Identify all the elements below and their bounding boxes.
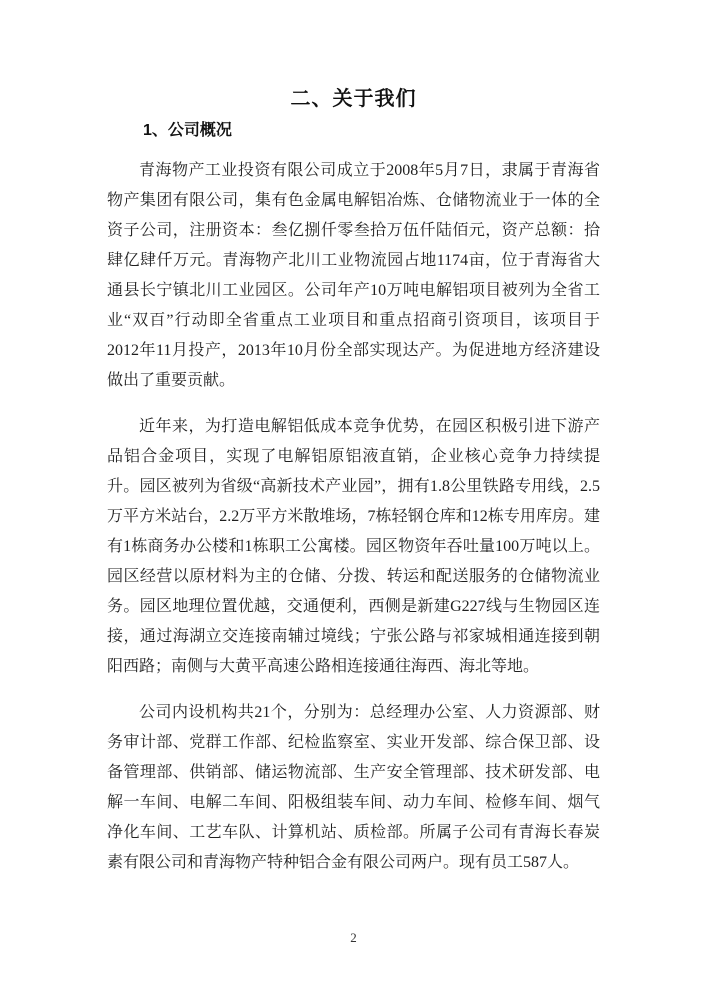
page-footer bbox=[0, 929, 707, 947]
paragraph-company-overview: 青海物产工业投资有限公司成立于2008年5月7日，隶属于青海省物产集团有限公司，集有色金属电解铝冶炼、仓储物流业于一体的全资子公司，注册资本：叁亿捌仟零叁拾万伍仟陆佰元，资产总额：拾肆亿肆仟万元。青海物产北川工业物流园占地1174亩，位于青海省大通县长宁镇北川工业园区。公司年产10万吨电解铝项目被列为全省工业“双百”行动即全省重点工业项目和重点招商引资项目，该项目于2012年11月投产，2013年10月份全部实现达产。为促进地方经济建设做出了重要贡献。 bbox=[107, 162, 600, 389]
page-number: 2 bbox=[350, 930, 357, 945]
section-heading: 1、公司概况 bbox=[143, 122, 232, 139]
paragraph-park-facilities: 近年来，为打造电解铝低成本竞争优势，在园区积极引进下游产品铝合金项目，实现了电解铝原铝液直销，企业核心竞争力持续提升。园区被列为省级“高新技术产业园”，拥有1.8公里铁路专用线，2.5万平方米站台，2.2万平方米散堆场，7栋轻钢仓库和12栋专用库房。建有1栋商务办公楼和1栋职工公寓楼。园区物资年吞吐量100万吨以上。园区经营以原材料为主的仓储、分拨、转运和配送服务的仓储物流业务。园区地理位置优越，交通便利，西侧是新建G227线与生物园区连接，通过海湖立交连接南辅过境线；宁张公路与祁家城相通连接到朝阳西路；南侧与大黄平高速公路相连接通往海西、海北等地。 bbox=[107, 418, 600, 675]
paragraph-internal-organization: 公司内设机构共21个，分别为：总经理办公室、人力资源部、财务审计部、党群工作部、纪检监察室、实业开发部、综合保卫部、设备管理部、供销部、储运物流部、生产安全管理部、技术研发部、电解一车间、电解二车间、阳极组装车间、动力车间、检修车间、烟气净化车间、工艺车队、计算机站、质检部。所属子公司有青海长春炭素有限公司和青海物产特种铝合金有限公司两户。现有员工587人。 bbox=[107, 704, 600, 871]
page-title: 二、关于我们 bbox=[290, 88, 417, 110]
